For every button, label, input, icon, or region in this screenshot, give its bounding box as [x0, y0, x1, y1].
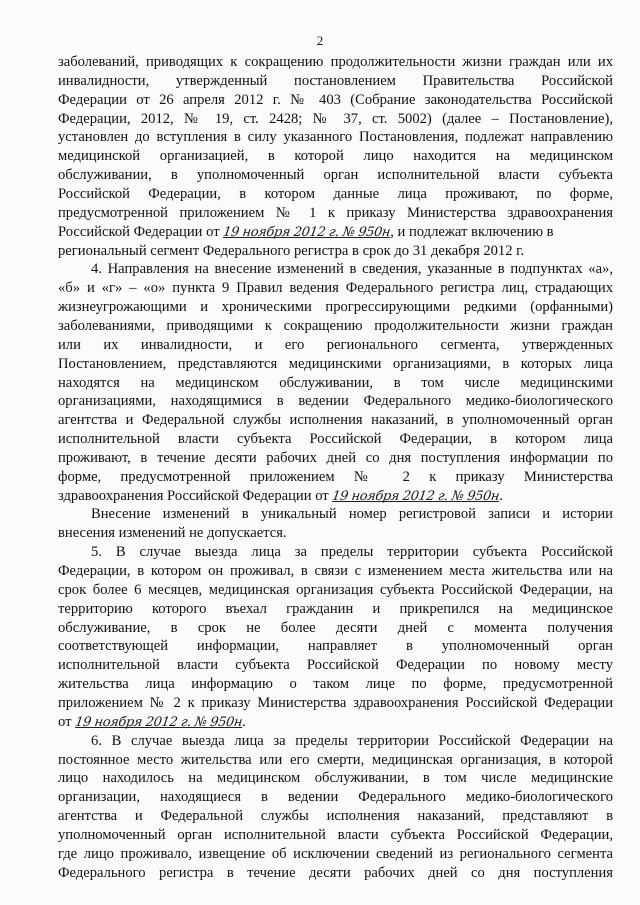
text-line	[58, 487, 613, 505]
text-line	[58, 53, 613, 71]
line-text: заболеваний, приводящих к сокращению продолжительности жизни граждан или их	[58, 54, 613, 70]
text-line	[58, 355, 613, 373]
line-text: здравоохранения Российской Федерации от	[58, 487, 329, 504]
text-line	[58, 562, 613, 580]
line-text: агентства и Федеральной службы исполнения наказаний, представляют в	[58, 808, 613, 824]
text-line	[58, 581, 613, 599]
line-text: Российской Федерации, в котором данные лица проживают, по форме,	[58, 186, 613, 202]
line-text: обслуживание, в срок не более десяти дней с момента получения	[58, 619, 613, 636]
line-text: исполнительной власти субъекта Российской Федерации по новому месту	[58, 657, 613, 674]
line-text: обслуживании, в уполномоченный орган исполнительной власти субъекта	[58, 167, 613, 184]
text-line	[58, 675, 613, 693]
handwritten-date-field	[75, 713, 242, 728]
line-text: Федерации, в котором он проживал, в связи с изменением места жительства или на	[58, 563, 613, 579]
line-text: уполномоченный орган исполнительной власти субъекта Российской Федерации,	[58, 826, 613, 843]
line-text: где лицо проживало, извещение об исключении сведений из регионального сегмента	[58, 845, 613, 862]
line-text-after: , и подлежат включению в	[390, 223, 554, 240]
text-line	[58, 468, 613, 486]
text-line	[91, 505, 613, 523]
handwritten-order-date: 19 ноября 2012 г. № 950н	[331, 488, 501, 504]
handwritten-order-date: 19 ноября 2012 г. № 950н	[74, 714, 244, 730]
text-line	[58, 279, 613, 297]
text-line	[58, 147, 613, 165]
line-text: установлен до вступления в силу указанного Постановления, подлежат направлению	[58, 129, 613, 146]
handwritten-date-field	[332, 487, 499, 502]
line-text: 6. В случае выезда лица за пределы территории Российской Федерации на	[91, 732, 613, 749]
text-line	[58, 166, 613, 184]
line-text: Постановлением, представляются медицинскими организациями, в которых лица	[58, 355, 613, 372]
text-line	[58, 449, 613, 467]
line-text: лицо находилось на медицинском обслуживании, в том числе медицинские	[58, 770, 613, 787]
line-text: предусмотренной приложением № 1 к приказу Министерства здравоохранения	[58, 204, 613, 221]
line-text: организации, находящиеся в ведении Федерального медико-биологического	[58, 789, 613, 806]
line-text: региональный сегмент Федерального регистра в срок до 31 декабря 2012 г.	[58, 242, 525, 259]
line-text: организациями, находящимися в ведении Федерального медико-биологического	[58, 393, 613, 410]
line-text: срок более 6 месяцев, медицинская организация субъекта Российской Федерации, на	[58, 581, 613, 598]
line-text: Внесение изменений в уникальный номер регистровой записи и истории	[91, 506, 613, 523]
text-line	[58, 524, 613, 542]
line-text: внесения изменений не допускается.	[58, 525, 287, 542]
text-line	[58, 826, 613, 844]
line-text: «б» и «г» – «о» пункта 9 Правил ведения Федерального регистра лиц, страдающих	[58, 280, 613, 297]
text-line	[58, 204, 613, 222]
line-text: территорию которого въехал гражданин и прикрепился на медицинское	[58, 600, 613, 617]
text-line	[58, 91, 613, 109]
text-line	[58, 223, 613, 241]
text-line	[58, 317, 613, 335]
line-text: Российской Федерации от	[58, 223, 220, 240]
page-number: 2	[316, 33, 324, 48]
text-line	[91, 732, 613, 750]
line-text: Федерации, 2012, № 19, ст. 2428; № 37, ст. 5002) (далее – Постановление),	[58, 110, 613, 127]
handwritten-date-field	[223, 223, 390, 238]
handwritten-order-date: 19 ноября 2012 г. № 950н	[222, 224, 392, 240]
line-text: агентства и Федеральной службы исполнения наказаний, в уполномоченный орган	[58, 412, 613, 429]
line-text: Федерации от 26 апреля 2012 г. № 403 (Собрание законодательства Российской	[58, 91, 613, 108]
text-line	[58, 788, 613, 806]
text-line	[58, 430, 613, 448]
line-text-after: .	[499, 487, 503, 504]
text-line	[58, 845, 613, 863]
text-line	[58, 298, 613, 316]
text-line	[58, 864, 613, 882]
line-text: Федерального регистра в течение десяти рабочих дней со дня поступления	[58, 864, 613, 881]
text-line	[58, 392, 613, 410]
line-text: жизнеугрожающими и хроническими прогрессирующими редкими (орфанными)	[58, 299, 613, 316]
text-line	[91, 543, 613, 561]
line-text: форме, предусмотренной приложением № 2 к приказу Министерства	[58, 468, 613, 485]
text-line	[58, 110, 613, 128]
text-line	[58, 751, 613, 769]
line-text: медицинской организацией, в которой лицо находится на медицинском	[58, 148, 613, 165]
line-text: 4. Направления на внесение изменений в сведения, указанные в подпунктах «а»,	[91, 261, 613, 278]
line-text: исполнительной власти субъекта Российской Федерации, в котором лица	[58, 431, 613, 447]
text-line	[58, 242, 613, 260]
text-line	[58, 128, 613, 146]
text-line	[58, 694, 613, 712]
line-text: постоянное место жительства или его смерти, медицинская организация, в которой	[58, 751, 613, 768]
text-line	[58, 374, 613, 392]
line-text: инвалидности, утвержденный постановлением Правительства Российской	[58, 72, 613, 89]
line-text: от	[58, 713, 72, 730]
text-line	[58, 769, 613, 787]
text-line	[58, 600, 613, 618]
text-line	[58, 619, 613, 637]
line-text-after: .	[242, 713, 246, 730]
line-text: жительства лица информацию о таком лице по форме, предусмотренной	[58, 676, 613, 693]
text-line	[58, 713, 613, 731]
line-text: приложением № 2 к приказу Министерства здравоохранения Российской Федерации	[58, 694, 613, 711]
text-line	[58, 637, 613, 655]
line-text: находятся на медицинском обслуживании, в том числе медицинскими	[58, 374, 613, 391]
text-line	[58, 807, 613, 825]
line-text: соответствующей информации, направляет в уполномоченный орган	[58, 638, 613, 655]
line-text: или их инвалидности, и его регионального сегмента, утвержденных	[58, 336, 613, 353]
text-line	[58, 185, 613, 203]
text-line	[58, 336, 613, 354]
line-text: 5. В случае выезда лица за пределы территории субъекта Российской	[91, 544, 613, 561]
text-line	[58, 656, 613, 674]
text-line	[58, 411, 613, 429]
line-text: заболеваниями, приводящими к сокращению продолжительности жизни граждан	[58, 317, 613, 334]
text-line	[91, 260, 613, 278]
line-text: проживают, в течение десяти рабочих дней со дня поступления информации по	[58, 449, 613, 466]
text-line	[58, 72, 613, 90]
